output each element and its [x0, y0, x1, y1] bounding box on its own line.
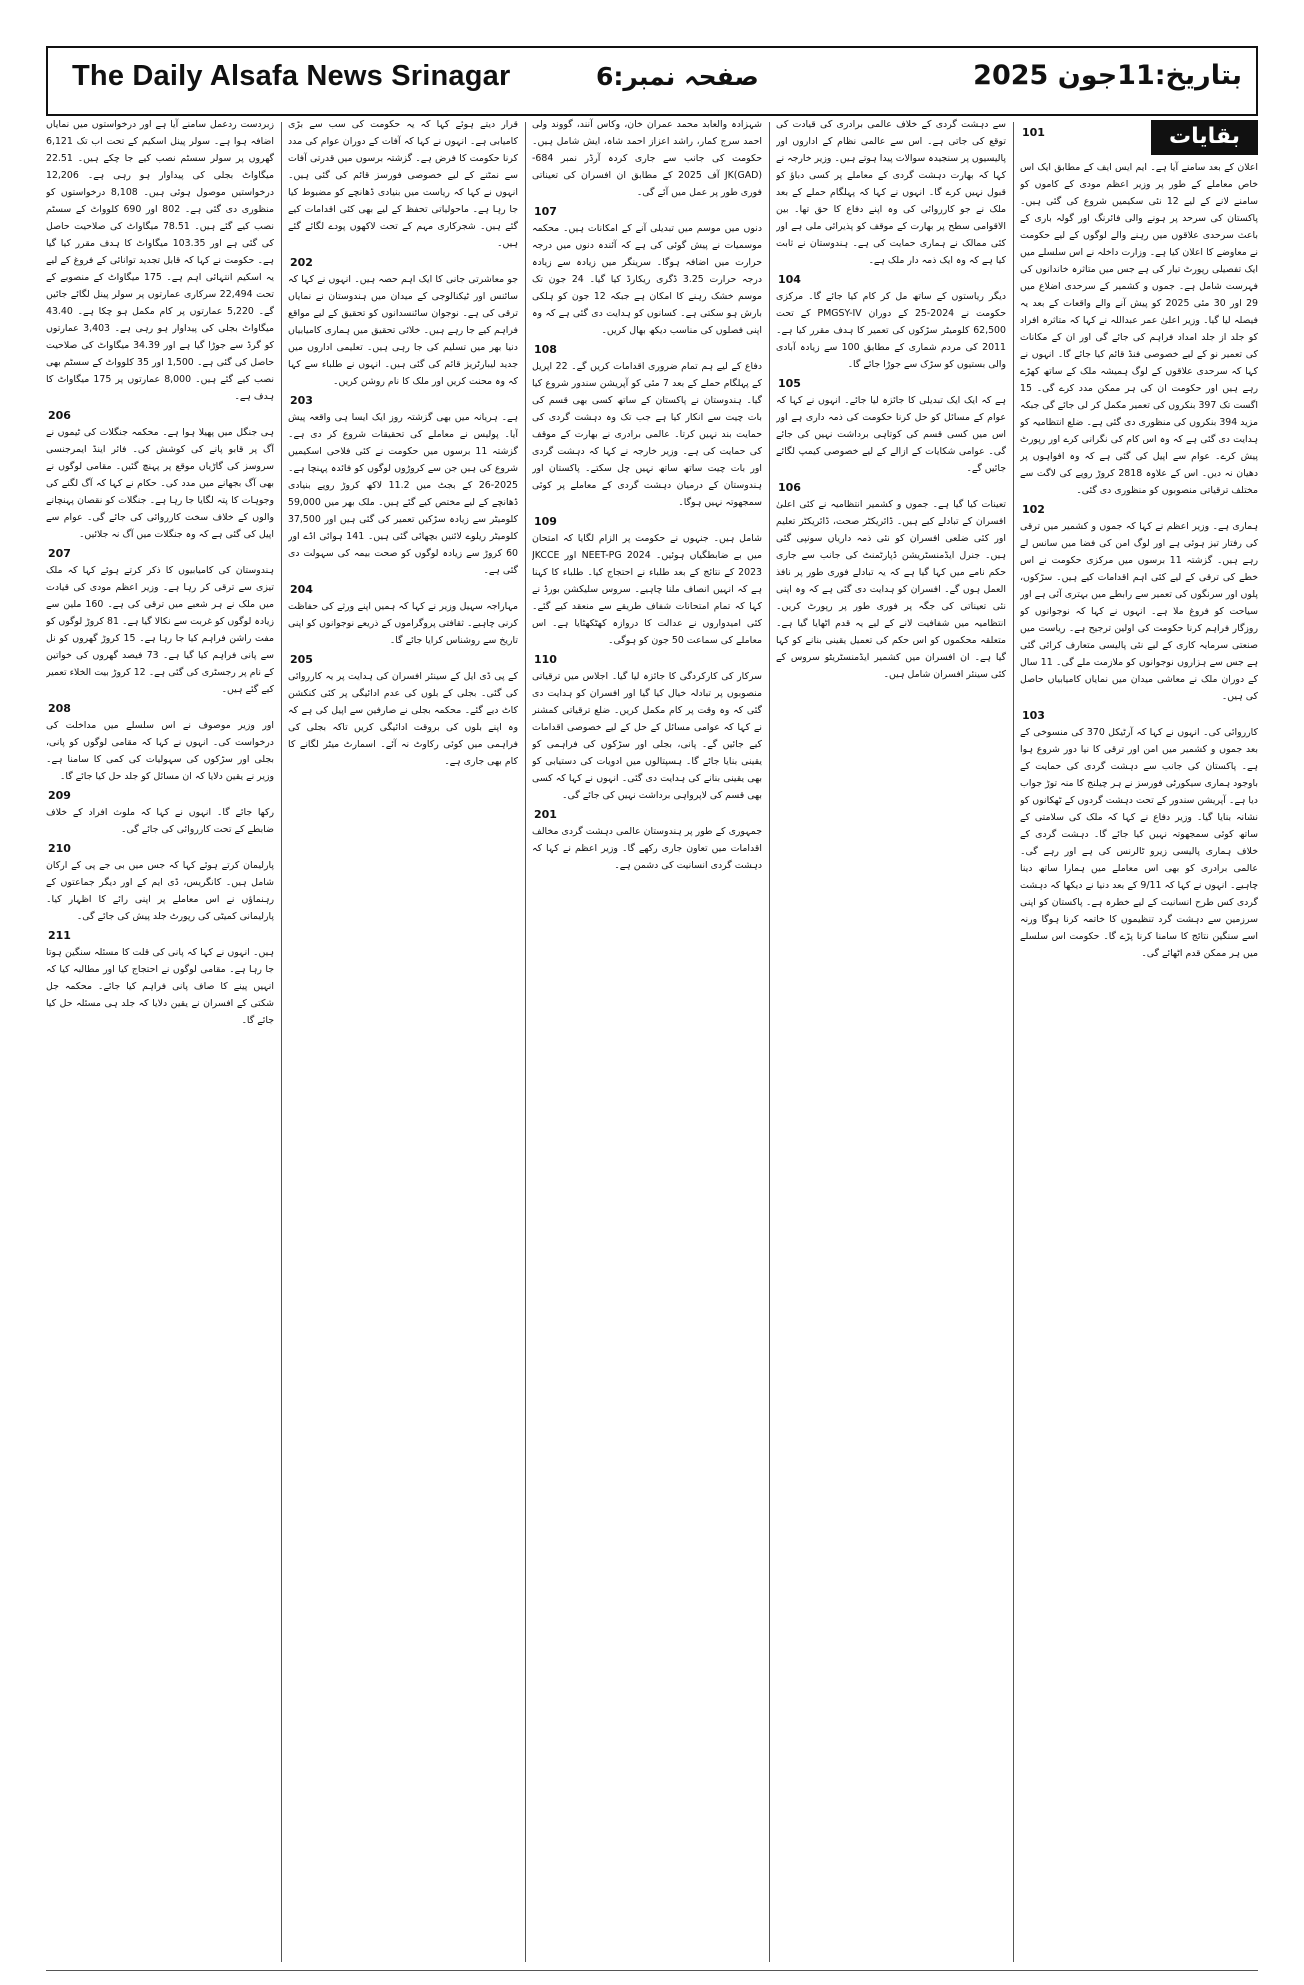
paragraph-number: 209 — [48, 789, 71, 802]
paragraph-text: دفاع کے لیے ہم تمام ضروری اقدامات کریں گے۔ 22 اپریل کے پہلگام حملے کے بعد 7 مئی کو آپریشن سندور شروع کیا گیا۔ ہندوستان نے پاکستان کے ساتھ کسی بھی قسم کی بات چیت سے انکار کیا ہے جب تک وہ دہشت گردی کی حمایت بند نہیں کرتا۔ عالمی برادری نے بھارت کے موقف کی حمایت کی ہے۔ وزیر خارجہ نے کہا کہ دہشت گردی اور بات چیت ساتھ ساتھ نہیں چل سکتے۔ پاکستان اور ہندوستان کے درمیان دہشت گردی کے معاملے پر کوئی سمجھوتہ نہیں ہوگا۔ — [532, 361, 762, 508]
paragraph-text: رکھا جائے گا۔ انہوں نے کہا کہ ملوث افراد کے خلاف ضابطے کے تحت کارروائی کی جائے گی۔ — [46, 807, 274, 835]
column-divider — [281, 122, 282, 1962]
paragraph-number: 106 — [778, 481, 801, 494]
paragraph-number: 211 — [48, 929, 71, 942]
paragraph-text: شامل ہیں۔ جنہوں نے حکومت پر الزام لگایا کہ امتحان میں بے ضابطگیاں ہوئیں۔ NEET-PG 2024 اور JKCCE 2023 کے نتائج کے بعد طلباء نے احتجاج کیا۔ طلباء کا کہنا ہے کہ انہیں انصاف ملنا چاہیے۔ سروس سلیکشن بورڈ نے کہا کہ تمام امتحانات شفاف طریقے سے منعقد کیے گئے۔ کئی امیدواروں نے عدالت کا دروازہ کھٹکھٹایا ہے۔ اس معاملے کی سماعت 50 جون کو ہوگی۔ — [532, 533, 762, 646]
paragraph-number: 110 — [534, 653, 557, 666]
paragraph-number: 208 — [48, 702, 71, 715]
bottom-rule — [46, 1970, 1258, 1971]
paragraph-text: اعلان کے بعد سامنے آیا ہے۔ ایم ایس ایف کے مطابق ایک اس خاص معاملے کے طور پر وزیر اعظم مودی کے کاموں کو سامنے لانے کے لیے 12 نئی سکیمیں شروع کی گئی ہیں۔ پاکستان کی سرحد پر ہونے والی فائرنگ اور گولہ باری کے باعث سرحدی علاقوں میں رہنے والے لوگوں کے لیے حکومت نے معاوضے کا اعلان کیا ہے۔ وزارت داخلہ نے اس سلسلے میں ایک تفصیلی رپورٹ تیار کی ہے جس میں متاثرہ خاندانوں کی فہرست شامل ہے۔ جموں و کشمیر کے سرحدی اضلاع میں 29 اور 30 مئی 2025 کو پیش آنے والے واقعات کے بعد یہ فیصلہ لیا گیا۔ وزیر اعلیٰ عمر عبداللہ نے کہا کہ متاثرہ افراد کو جلد از جلد امداد فراہم کی جائے گی اور ان کے مکانات کی تعمیر نو کے لیے خصوصی فنڈ قائم کیا جائے گا۔ انہوں نے کہا کہ سرحدی علاقوں کے لوگ ہمیشہ ملک کے ساتھ کھڑے رہے ہیں اور حکومت ان کی ہر ممکن مدد کرے گی۔ 15 اگست تک 397 بنکروں کی تعمیر مکمل کر لی جائے گی جبکہ مزید 394 بنکروں کی منظوری دی گئی ہے۔ ضلع انتظامیہ کو ہدایت دی گئی ہے کہ وہ اس کام کی نگرانی کرے اور رپورٹ پیش کرے۔ عوام سے اپیل کی گئی ہے کہ وہ افواہوں پر دھیان نہ دیں۔ اس کے علاوہ 2818 کروڑ روپے کی لاگت سے مختلف ترقیاتی منصوبوں کو منظوری دی گئی۔ — [1020, 162, 1258, 496]
paragraph-number: 210 — [48, 842, 71, 855]
paragraph-number: 109 — [534, 515, 557, 528]
paragraph-text: زبردست ردعمل سامنے آیا ہے اور درخواستوں میں نمایاں اضافہ ہوا ہے۔ سولر پینل اسکیم کے تحت اب تک 6,121 گھروں پر سولر سسٹم نصب کیے جا چکے ہیں۔ 22.51 میگاواٹ بجلی کی پیداوار ہو رہی ہے۔ 12,206 درخواستیں موصول ہوئی ہیں۔ 8,108 درخواستوں کو منظوری دی گئی ہے۔ 802 اور 690 کلوواٹ کے سسٹم نصب کیے گئے ہیں۔ 78.51 میگاواٹ کی صلاحیت حاصل کی گئی ہے اور 103.35 میگاواٹ کا ہدف مقرر کیا گیا ہے۔ حکومت نے کہا کہ قابل تجدید توانائی کے فروغ کے لیے یہ اسکیم انتہائی اہم ہے۔ 175 میگاواٹ کے منصوبے کے تحت 22,494 سرکاری عمارتوں پر سولر پینل لگائے جائیں گے۔ 5,220 عمارتوں پر کام مکمل ہو چکا ہے۔ 43.40 میگاواٹ بجلی کی پیداوار ہو رہی ہے۔ 3,403 عمارتوں کو گرڈ سے جوڑا گیا ہے اور 34.39 میگاواٹ کی صلاحیت حاصل کی گئی ہے۔ 1,500 اور 35 کلوواٹ کے سسٹم بھی نصب کیے گئے ہیں۔ 8,000 عمارتوں پر 175 میگاواٹ کا ہدف ہے۔ — [46, 119, 274, 402]
paragraph-text: ہے کہ ایک ایک تبدیلی کا جائزہ لیا جائے۔ انہوں نے کہا کہ عوام کے مسائل کو حل کرنا حکومت کی ذمہ داری ہے اور اس میں کسی قسم کی کوتاہی برداشت نہیں کی جائے گی۔ عوامی شکایات کے ازالے کے لیے خصوصی کیمپ لگائے جائیں گے۔ — [776, 395, 1006, 474]
paragraph-text: ہی جنگل میں پھیلا ہوا ہے۔ محکمہ جنگلات کی ٹیموں نے آگ پر قابو پانے کی کوشش کی۔ فائر اینڈ ایمرجنسی سروسز کی گاڑیاں موقع پر پہنچ گئیں۔ مقامی لوگوں نے بھی آگ بجھانے میں مدد کی۔ حکام نے کہا کہ آگ لگنے کی وجوہات کا پتہ لگایا جا رہا ہے۔ جنگلات کو نقصان پہنچانے والوں کے خلاف سخت کارروائی کی جائے گی۔ عوام سے اپیل کی گئی ہے کہ وہ جنگلات میں آگ نہ جلائیں۔ — [46, 427, 274, 540]
paragraph-text: جو معاشرتی جانی کا ایک اہم حصہ ہیں۔ انہوں نے کہا کہ سائنس اور ٹیکنالوجی کے میدان میں ہندوستان نے نمایاں ترقی کی ہے۔ نوجوان سائنسدانوں کو تحقیق کے لیے مواقع فراہم کیے جا رہے ہیں۔ خلائی تحقیق میں ہماری کامیابیاں دنیا بھر میں تسلیم کی جا رہی ہیں۔ تعلیمی اداروں میں جدید لیبارٹریز قائم کی گئی ہیں۔ انہوں نے طلباء سے کہا کہ وہ محنت کریں اور ملک کا نام روشن کریں۔ — [288, 274, 518, 387]
paragraph-text: ہیں۔ انہوں نے کہا کہ پانی کی قلت کا مسئلہ سنگین ہوتا جا رہا ہے۔ مقامی لوگوں نے احتجاج کیا اور مطالبہ کیا کہ انہیں پینے کا صاف پانی فراہم کیا جائے۔ محکمہ جل شکتی کے افسران نے یقین دلایا کہ جلد ہی مسئلہ حل کیا جائے گا۔ — [46, 947, 274, 1026]
paragraph-text: کارروائی کی۔ انہوں نے کہا کہ آرٹیکل 370 کی منسوخی کے بعد جموں و کشمیر میں امن اور ترقی کا نیا دور شروع ہوا ہے۔ پاکستان کی جانب سے دہشت گردی کی حمایت کے باوجود ہماری سیکورٹی فورسز نے ہر چیلنج کا منہ توڑ جواب دیا ہے۔ آپریشن سندور کے تحت دہشت گردوں کے ٹھکانوں کو نشانہ بنایا گیا۔ وزیر دفاع نے کہا کہ ملک کی سلامتی کے ساتھ کوئی سمجھوتہ نہیں کیا جائے گا۔ دہشت گردی کے خلاف ہماری پالیسی زیرو ٹالرنس کی ہے اور رہے گی۔ عالمی برادری کو بھی اس معاملے میں ہمارا ساتھ دینا چاہیے۔ انہوں نے کہا کہ 9/11 کے بعد دنیا نے دیکھا کہ دہشت گردی کس طرح انسانیت کے لیے خطرہ ہے۔ پاکستان کو اپنی سرزمین سے دہشت گرد تنظیموں کا خاتمہ کرنا ہوگا ورنہ اسے سنگین نتائج کا سامنا کرنا پڑے گا۔ حکومت اس سلسلے میں ہر ممکن قدم اٹھائے گی۔ — [1020, 727, 1258, 959]
paragraph-text: اور وزیر موصوف نے اس سلسلے میں مداخلت کی درخواست کی۔ انہوں نے کہا کہ مقامی لوگوں کو پانی، بجلی اور سڑکوں کی سہولیات کی کمی کا سامنا ہے۔ وزیر نے یقین دلایا کہ ان مسائل کو جلد حل کیا جائے گا۔ — [46, 720, 274, 782]
paragraph-number: 103 — [1022, 709, 1045, 722]
paragraph-text: مہاراجہ سہیل وزیر نے کہا کہ ہمیں اپنے ورثے کی حفاظت کرنی چاہیے۔ ثقافتی پروگراموں کے ذریعے نوجوانوں کو اپنی تاریخ سے روشناس کرایا جائے گا۔ — [288, 601, 518, 646]
article-columns — [46, 116, 1258, 1970]
paragraph-number: 104 — [778, 273, 801, 286]
column-divider — [1013, 122, 1014, 1962]
paragraph-text: شہزادہ والعابد محمد عمران خان، وکاس آنند، گووند ولی احمد سرج کمار، راشد اعزاز احمد شاہ، ایش شامل ہیں۔ حکومت کی جانب سے جاری کردہ آرڈر نمبر 684-JK(GAD) آف 2025 کے مطابق ان افسران کی تعیناتی فوری طور پر عمل میں آئے گی۔ — [532, 119, 762, 198]
paragraph-number: 102 — [1022, 503, 1045, 516]
paragraph-number: 203 — [290, 394, 313, 407]
column-3 — [532, 116, 762, 1970]
paragraph-text: ہماری ہے۔ وزیر اعظم نے کہا کہ جموں و کشمیر میں ترقی کی رفتار تیز ہوئی ہے اور لوگ امن کی فضا میں سانس لے رہے ہیں۔ گزشتہ 11 برسوں میں مرکزی حکومت نے اس خطے کی ترقی کے لیے کئی اہم اقدامات کیے ہیں۔ سڑکوں، پلوں اور سرنگوں کی تعمیر سے رابطے میں بہتری آئی ہے اور سیاحت کو فروغ ملا ہے۔ انہوں نے کہا کہ نوجوانوں کو روزگار فراہم کرنا حکومت کی اولین ترجیح ہے۔ ریاست میں صنعتی سرمایہ کاری کے لیے نئی پالیسی متعارف کرائی گئی ہے جس سے ہزاروں نوجوانوں کو ملازمت ملے گی۔ 11 سال کے دوران ملک نے معاشی میدان میں نمایاں کامیابیاں حاصل کی ہیں۔ — [1020, 521, 1258, 702]
section-heading: بقایات — [1151, 120, 1258, 155]
paragraph-number: 101 — [1022, 126, 1045, 139]
column-5 — [46, 116, 274, 1970]
paragraph-number: 206 — [48, 409, 71, 422]
newspaper-title: The Daily Alsafa News Srinagar — [72, 60, 511, 92]
paragraph-text: کے پی ڈی ایل کے سینئر افسران کی ہدایت پر یہ کارروائی کی گئی۔ بجلی کے بلوں کی عدم ادائیگی پر کئی کنکشن کاٹ دیے گئے۔ محکمہ بجلی نے صارفین سے اپیل کی ہے کہ وہ اپنے بلوں کی بروقت ادائیگی کریں تاکہ بجلی کی فراہمی میں کوئی رکاوٹ نہ آئے۔ اسمارٹ میٹر لگانے کا کام بھی جاری ہے۔ — [288, 671, 518, 767]
paragraph-text: ہے۔ ہریانہ میں بھی گزشتہ روز ایک ایسا ہی واقعہ پیش آیا۔ پولیس نے معاملے کی تحقیقات شروع کر دی ہے۔ گزشتہ 11 برسوں میں حکومت نے کئی فلاحی اسکیمیں شروع کی ہیں جن سے کروڑوں لوگوں کو فائدہ پہنچا ہے۔ 2025-26 کے بجٹ میں 11.2 لاکھ کروڑ روپے بنیادی ڈھانچے کے لیے مختص کیے گئے ہیں۔ ملک بھر میں 59,000 کلومیٹر سے زیادہ سڑکیں تعمیر کی گئی ہیں اور 37,500 کلومیٹر ریلوے لائنیں بچھائی گئی ہیں۔ 141 ہوائی اڈے اور 60 کروڑ سے زیادہ لوگوں کو صحت بیمہ کی سہولت دی گئی ہے۔ — [288, 412, 518, 576]
column-4 — [288, 116, 518, 1970]
paragraph-number: 202 — [290, 256, 313, 269]
section-banner-row — [1020, 116, 1258, 159]
paragraph-number: 204 — [290, 583, 313, 596]
masthead — [46, 46, 1258, 116]
publication-date: بتاریخ:11جون 2025 — [973, 60, 1242, 91]
paragraph-number: 108 — [534, 343, 557, 356]
paragraph-number: 107 — [534, 205, 557, 218]
paragraph-text: ہندوستان کی کامیابیوں کا ذکر کرتے ہوئے کہا کہ ملک تیزی سے ترقی کر رہا ہے۔ وزیر اعظم مودی کی قیادت میں ملک نے ہر شعبے میں ترقی کی ہے۔ 160 ملین سے زیادہ لوگوں کو غربت سے نکالا گیا ہے۔ 81 کروڑ لوگوں کو مفت راشن فراہم کیا جا رہا ہے۔ 15 کروڑ گھروں کو نل سے پانی فراہم کیا گیا ہے۔ 73 فیصد گھروں کی خواتین کے نام پر رجسٹری کی گئی ہے۔ 12 کروڑ بیت الخلاء تعمیر کیے گئے ہیں۔ — [46, 565, 274, 695]
column-1 — [1020, 116, 1258, 1970]
paragraph-text: دنوں میں موسم میں تبدیلی آنے کے امکانات ہیں۔ محکمہ موسمیات نے پیش گوئی کی ہے کہ آئندہ دنوں میں درجہ حرارت میں اضافہ ہوگا۔ سرینگر میں زیادہ سے زیادہ درجہ حرارت 3.25 ڈگری ریکارڈ کیا گیا۔ 24 جون تک موسم خشک رہنے کا امکان ہے جبکہ 12 جون کو ہلکی بارش ہو سکتی ہے۔ کسانوں کو ہدایت دی گئی ہے کہ وہ اپنی فصلوں کی مناسب دیکھ بھال کریں۔ — [532, 223, 762, 336]
paragraph-number: 201 — [534, 808, 557, 821]
paragraph-text: سرکار کی کارکردگی کا جائزہ لیا گیا۔ اجلاس میں ترقیاتی منصوبوں پر تبادلہ خیال کیا گیا اور افسران کو ہدایت دی گئی کہ وہ وقت پر کام مکمل کریں۔ ضلع ترقیاتی کمشنر نے کہا کہ عوامی مسائل کے حل کے لیے خصوصی اقدامات کیے جائیں گے۔ پانی، بجلی اور سڑکوں کی فراہمی کو یقینی بنایا جائے گا۔ ہسپتالوں میں ادویات کی دستیابی کو بھی یقینی بنانے کی ہدایت دی گئی۔ انہوں نے کہا کہ کسی بھی قسم کی لاپرواہی برداشت نہیں کی جائے گی۔ — [532, 671, 762, 801]
paragraph-text: جمہوری کے طور پر ہندوستان عالمی دہشت گردی مخالف اقدامات میں تعاون جاری رکھے گا۔ وزیر اعظم نے کہا کہ دہشت گردی انسانیت کی دشمن ہے۔ — [532, 826, 762, 871]
column-divider — [769, 122, 770, 1962]
paragraph-text: قرار دیتے ہوئے کہا کہ یہ حکومت کی سب سے بڑی کامیابی ہے۔ انہوں نے کہا کہ آفات کے دوران عوام کی مدد کرنا حکومت کا فرض ہے۔ گزشتہ برسوں میں قدرتی آفات سے نمٹنے کے لیے خصوصی فورسز قائم کی گئی ہیں۔ انہوں نے کہا کہ ریاست میں بنیادی ڈھانچے کو مضبوط کیا جا رہا ہے۔ ماحولیاتی تحفظ کے لیے بھی کئی اقدامات کیے گئے ہیں۔ شجرکاری مہم کے تحت لاکھوں پودے لگائے گئے ہیں۔ — [288, 119, 518, 249]
page-number: صفحہ نمبر:6 — [596, 62, 759, 91]
paragraph-number: 105 — [778, 377, 801, 390]
paragraph-text: تعینات کیا گیا ہے۔ جموں و کشمیر انتظامیہ نے کئی اعلیٰ افسران کے تبادلے کیے ہیں۔ ڈائریکٹر صحت، ڈائریکٹر تعلیم اور کئی ضلعی افسران کو نئی ذمہ داریاں سونپی گئی ہیں۔ جنرل ایڈمنسٹریشن ڈپارٹمنٹ کی جانب سے جاری حکم نامے میں کہا گیا ہے کہ یہ تبادلے فوری طور پر نافذ العمل ہوں گے۔ افسران کو ہدایت دی گئی ہے کہ وہ اپنی نئی تعیناتی کی جگہ پر فوری طور پر رپورٹ کریں۔ انتظامیہ میں شفافیت لانے کے لیے یہ قدم اٹھایا گیا ہے۔ متعلقہ محکموں کو اس حکم کی تعمیل یقینی بنانے کو کہا گیا ہے۔ ان افسران میں کشمیر ایڈمنسٹریٹو سروس کے کئی سینئر افسران شامل ہیں۔ — [776, 499, 1006, 680]
column-divider — [525, 122, 526, 1962]
paragraph-number: 205 — [290, 653, 313, 666]
paragraph-text: پارلیمان کرتے ہوئے کہا کہ جس میں بی جے پی کے ارکان شامل ہیں۔ کانگریس، ڈی ایم کے اور دیگر جماعتوں کے رہنماؤں نے اس معاملے پر اپنی رائے کا اظہار کیا۔ پارلیمانی کمیٹی کی رپورٹ جلد پیش کی جائے گی۔ — [46, 860, 274, 922]
paragraph-text: دیگر ریاستوں کے ساتھ مل کر کام کیا جائے گا۔ مرکزی حکومت نے 2024-25 کے دوران PMGSY-IV کے تحت 62,500 کلومیٹر سڑکوں کی تعمیر کا ہدف مقرر کیا ہے۔ 2011 کی مردم شماری کے مطابق 100 سے زیادہ آبادی والی بستیوں کو سڑک سے جوڑا جائے گا۔ — [776, 291, 1006, 370]
paragraph-text: سے دہشت گردی کے خلاف عالمی برادری کی قیادت کی توقع کی جاتی ہے۔ اس سے عالمی نظام کے اداروں اور پالیسیوں پر سنجیدہ سوالات پیدا ہوتے ہیں۔ وزیر خارجہ نے کہا کہ بھارت دہشت گردی کے معاملے پر کسی دباؤ کو قبول نہیں کرے گا۔ انہوں نے کہا کہ پہلگام حملے کے بعد ملک نے جو کارروائی کی وہ اپنے دفاع کا حق تھا۔ بین الاقوامی سطح پر بھارت کے موقف کو پذیرائی ملی ہے اور کئی ممالک نے ہماری حمایت کی ہے۔ ہندوستان نے ثابت کیا ہے کہ وہ ایک ذمہ دار ملک ہے۔ — [776, 119, 1006, 266]
paragraph-number: 207 — [48, 547, 71, 560]
column-2 — [776, 116, 1006, 1970]
